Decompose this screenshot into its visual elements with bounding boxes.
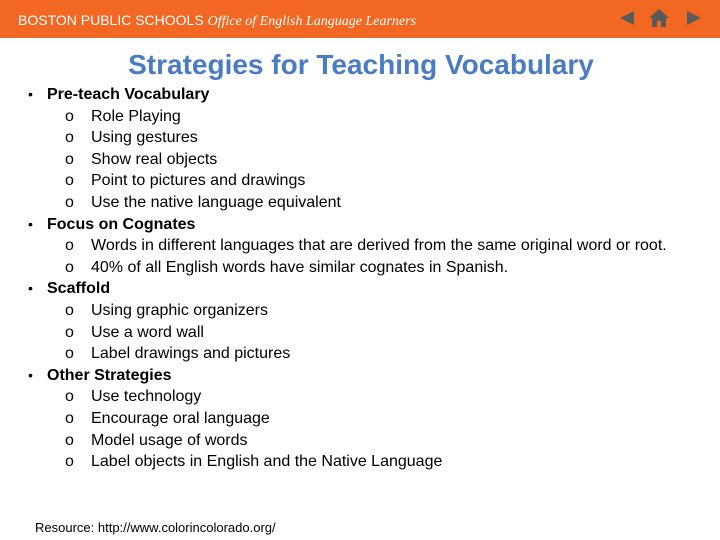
sub-bullet: o [65, 431, 74, 449]
sub-bullet: o [65, 129, 74, 147]
sub-bullet: o [65, 150, 74, 168]
bullet: • [28, 215, 33, 232]
org-name: BOSTON PUBLIC SCHOOLS [18, 12, 204, 28]
bullet: • [28, 86, 33, 102]
bullet: • [28, 280, 33, 297]
item-text: 40% of all English words have similar cognates in Spanish. [91, 258, 509, 276]
sub-bullet: o [65, 388, 74, 406]
list-item [47, 451, 714, 473]
list-item [47, 386, 714, 408]
sub-bullet: o [65, 258, 74, 276]
slide-title: Strategies for Teaching Vocabulary [128, 49, 594, 80]
item-text: Use the native language equivalent [91, 193, 341, 211]
item-text: Show real objects [91, 150, 218, 168]
strategy-list [24, 84, 714, 473]
item-text: Words in different languages that are derived from the same original word or root. [91, 237, 667, 255]
sub-bullet: o [65, 409, 74, 427]
sub-bullet: o [65, 345, 74, 363]
sub-list [47, 386, 714, 472]
home-button[interactable] [646, 6, 672, 30]
list-item [47, 235, 714, 257]
section-heading: Focus on Cognates [47, 215, 196, 233]
header-bar [0, 0, 720, 38]
triangle-left-icon [618, 10, 636, 26]
triangle-right-icon [685, 10, 703, 26]
sub-bullet: o [65, 453, 74, 471]
list-item [47, 192, 714, 214]
item-text: Encourage oral language [91, 409, 270, 427]
item-text: Label objects in English and the Native Language [91, 453, 443, 471]
sub-list [47, 235, 714, 278]
resource-citation: Resource: http://www.colorincolorado.org/ [35, 520, 276, 535]
list-item [47, 322, 714, 344]
item-text: Point to pictures and drawings [91, 172, 306, 190]
department-name: Office of English Language Learners [207, 14, 417, 29]
sub-list [47, 106, 714, 214]
organization-title [18, 10, 428, 32]
next-slide-button[interactable] [681, 6, 707, 30]
sub-bullet: o [65, 237, 74, 255]
sub-list [47, 300, 714, 365]
item-text: Using gestures [91, 129, 198, 147]
sub-bullet: o [65, 301, 74, 319]
item-text: Model usage of words [91, 431, 248, 449]
section-heading: Pre-teach Vocabulary [47, 86, 210, 103]
section-heading: Scaffold [47, 280, 111, 298]
item-text: Using graphic organizers [91, 301, 268, 319]
list-item [47, 127, 714, 149]
item-text: Label drawings and pictures [91, 345, 291, 363]
sub-bullet: o [65, 323, 74, 341]
sub-bullet: o [65, 172, 74, 190]
previous-slide-button[interactable] [614, 6, 640, 30]
list-item [47, 257, 714, 279]
list-item [47, 430, 714, 452]
slide-body [24, 84, 714, 473]
bullet: • [28, 366, 33, 383]
list-item [47, 300, 714, 322]
list-item [47, 106, 714, 128]
section-pre-teach [24, 84, 714, 214]
section-cognates [24, 214, 714, 279]
sub-bullet: o [65, 193, 74, 211]
section-heading: Other Strategies [47, 366, 172, 384]
item-text: Role Playing [91, 107, 181, 125]
section-scaffold [24, 278, 714, 364]
item-text: Use a word wall [91, 323, 204, 341]
list-item [47, 343, 714, 365]
list-item [47, 408, 714, 430]
sub-bullet: o [65, 107, 74, 125]
list-item [47, 149, 714, 171]
item-text: Use technology [91, 388, 202, 406]
list-item [47, 170, 714, 192]
section-other-strategies [24, 365, 714, 473]
house-icon [648, 8, 670, 28]
